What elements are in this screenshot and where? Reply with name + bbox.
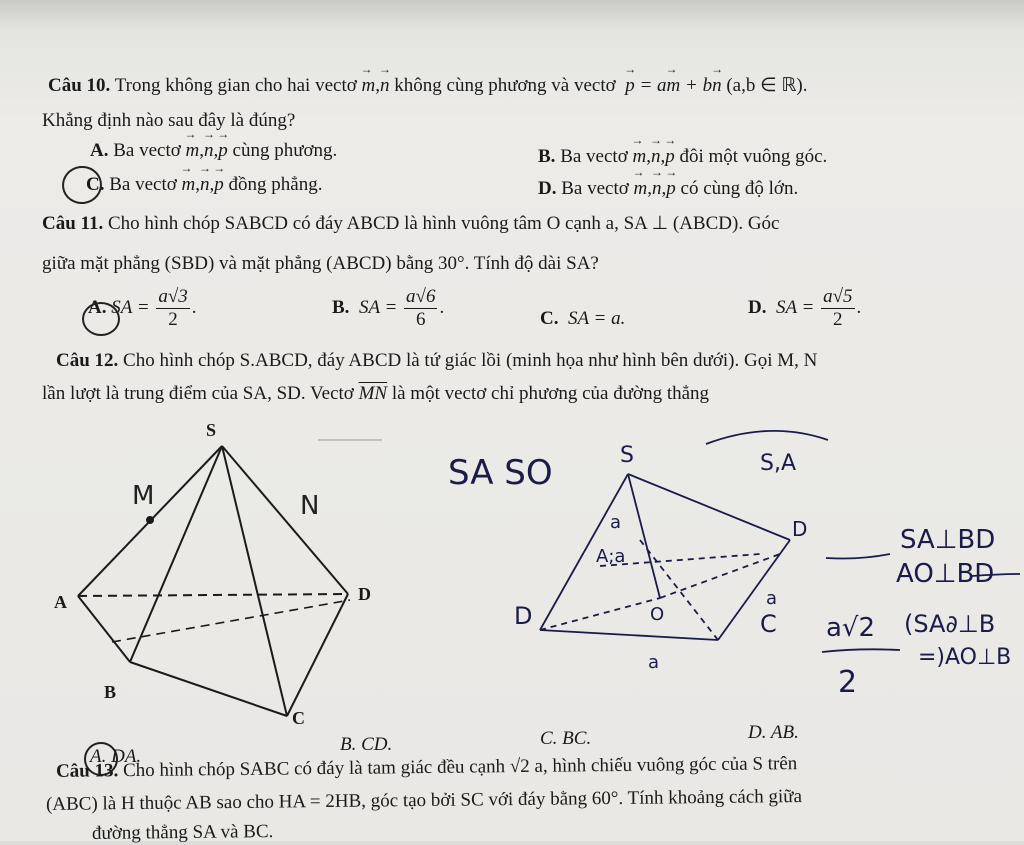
q10-option-a[interactable]: A. Ba vectơ → m,→ n,→ p cùng phương. xyxy=(90,140,337,162)
hand-note-7: O xyxy=(650,604,665,625)
q10-option-c[interactable]: C. Ba vectơ → m,→ n,→ p đồng phẳng. xyxy=(86,174,322,196)
hand-note-9: C xyxy=(760,610,777,638)
hand-note-6: D xyxy=(514,602,533,630)
q11-option-b[interactable]: B. SA = $\frac{a√6}{6}$ . xyxy=(332,286,445,330)
q10-label: Câu 10. xyxy=(48,75,111,96)
q12-option-a[interactable]: A. DA. xyxy=(90,746,142,767)
q11-option-d[interactable]: D. SA = $\frac{a√5}{2}$ . xyxy=(748,286,862,330)
q11-line2: giữa mặt phẳng (SBD) và mặt phẳng (ABCD) bằng 30°. Tính độ dài SA? xyxy=(42,253,599,274)
label-c: C xyxy=(292,708,305,728)
label-m: M xyxy=(132,481,155,511)
q13-line1: Câu 13. Cho hình chóp SABC có đáy là tam giác đều cạnh √2 a, hình chiếu vuông góc của S trên xyxy=(55,753,798,782)
q10-line1: Câu 10. Trong không gian cho hai vectơ → m,→ n không cùng phương và vectơ → p = a→ m + b→ n (a,b ∈ ℝ). xyxy=(48,74,808,97)
label-n: N xyxy=(300,491,320,521)
q11-option-c[interactable]: C. SA = a. xyxy=(540,308,626,329)
hand-note-8: a xyxy=(648,652,660,673)
label-b: B xyxy=(104,682,117,702)
pyramid-figure xyxy=(78,440,382,716)
q12-option-d[interactable]: D. AB. xyxy=(748,722,799,743)
q12-option-b[interactable]: B. CD. xyxy=(340,734,393,755)
hand-note-12: SA⊥BD xyxy=(900,525,996,555)
hand-note-17: 2 xyxy=(838,665,858,700)
hand-note-13: AO⊥BD xyxy=(896,559,995,589)
q10-line2: Khẳng định nào sau đây là đúng? xyxy=(42,110,296,131)
label-s: S xyxy=(206,420,217,440)
hand-note-3: S,A xyxy=(760,451,797,476)
q11-line1: Câu 11. Cho hình chóp SABCD có đáy ABCD là hình vuông tâm O cạnh a, SA ⊥ (ABCD). Góc xyxy=(42,213,780,234)
hand-note-15: (SA∂⊥B xyxy=(904,610,996,638)
q11-option-a[interactable]: A. SA = $\frac{a√3}{2}$ . xyxy=(88,286,197,330)
hand-note-10: a xyxy=(766,588,778,609)
hand-note-5: A;a xyxy=(596,546,626,567)
q13-line3: đường thẳng SA và BC. xyxy=(91,821,274,844)
hand-note-1: SA SO xyxy=(448,453,553,493)
q10-option-d[interactable]: D. Ba vectơ → m,→ n,→ p có cùng độ lớn. xyxy=(538,178,798,200)
hand-note-16: =)AO⊥B xyxy=(918,645,1012,670)
hand-note-4: a xyxy=(610,512,622,533)
q12-option-c[interactable]: C. BC. xyxy=(540,728,592,749)
hand-note-11: D xyxy=(792,517,808,541)
q12-line1: Câu 12. Cho hình chóp S.ABCD, đáy ABCD là tứ giác lồi (minh họa như hình bên dưới). Gọi M, N xyxy=(56,350,818,371)
label-d: D xyxy=(358,584,371,604)
q13-line2: (ABC) là H thuộc AB sao cho HA = 2HB, góc tạo bởi SC với đáy bằng 60°. Tính khoảng cách giữa xyxy=(45,786,803,815)
label-a: A xyxy=(54,592,67,612)
hand-note-2: S xyxy=(620,443,634,468)
hand-note-14: a√2 xyxy=(826,613,876,643)
q10-option-b[interactable]: B. Ba vectơ → m,→ n,→ p đôi một vuông góc. xyxy=(538,146,827,168)
q12-line2: lần lượt là trung điểm của SA, SD. Vectơ $\overline{MN}$ là một vectơ chỉ phương của đường thẳng xyxy=(42,383,710,404)
